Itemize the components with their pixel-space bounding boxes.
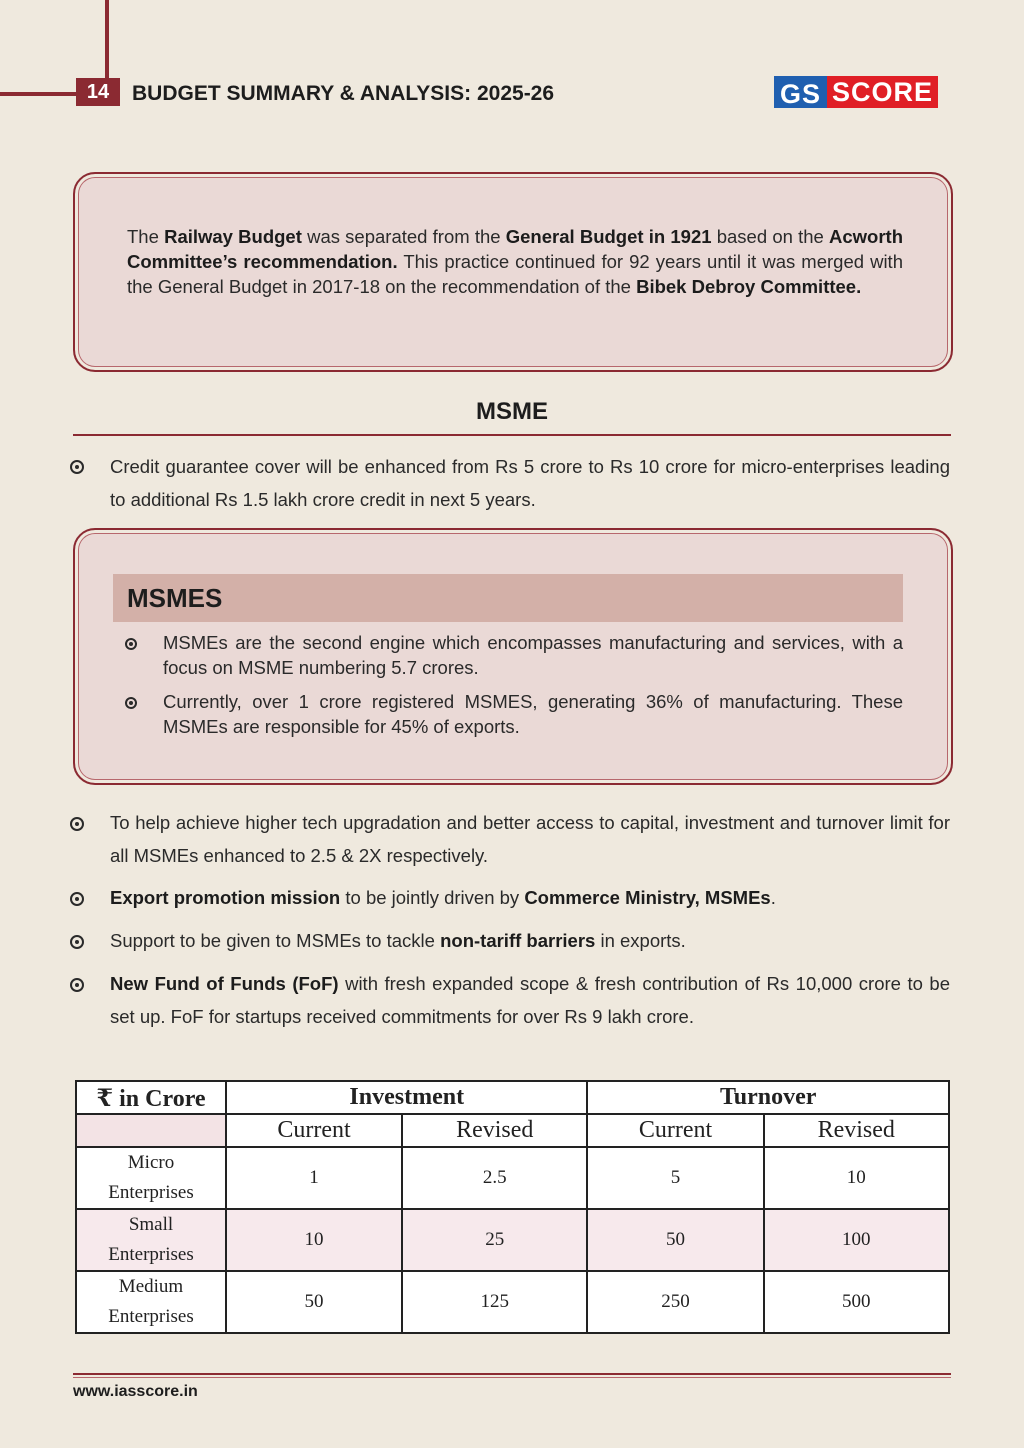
railway-budget-box: [73, 172, 953, 372]
bullet-icon: [70, 817, 84, 831]
bullet-non-tariff: Support to be given to MSMEs to tackle non-tariff barriers in exports.: [110, 930, 686, 951]
table-subheader: Revised: [764, 1114, 949, 1147]
table-cell: 50: [226, 1271, 402, 1333]
msmes-heading: MSMES: [113, 574, 903, 622]
msme-limits-table: [75, 1080, 950, 1334]
bullet-icon: [70, 935, 84, 949]
table-cell: 10: [764, 1147, 949, 1209]
section-title-msme: MSME: [476, 398, 548, 425]
page-header-title: BUDGET SUMMARY & ANALYSIS: 2025-26: [132, 82, 555, 105]
table-row: [76, 1271, 949, 1333]
table-cell: 125: [402, 1271, 587, 1333]
section-divider: [73, 434, 951, 436]
bullet-icon: [70, 460, 84, 474]
bullet-icon: [70, 892, 84, 906]
table-row-label: Medium Enterprises: [76, 1271, 226, 1333]
table-subheader: Revised: [402, 1114, 587, 1147]
table-header-turnover: Turnover: [587, 1081, 949, 1114]
table-row-label: Micro Enterprises: [76, 1147, 226, 1209]
table-corner-header: ₹ in Crore: [76, 1081, 226, 1114]
bullet-icon: [125, 697, 137, 709]
logo-gs: GS: [774, 76, 827, 108]
footer-divider: [73, 1373, 951, 1375]
gsscore-logo: [774, 76, 938, 108]
table-cell: 2.5: [402, 1147, 587, 1209]
table-subheader: Current: [587, 1114, 763, 1147]
table-cell: 25: [402, 1209, 587, 1271]
bullet-tech-upgradation: To help achieve higher tech upgradation and better access to capital, investment and turnover limit for all MSMEs enhanced to 2.5 & 2X respectively.: [110, 812, 950, 866]
railway-budget-text: The Railway Budget was separated from the General Budget in 1921 based on the Acworth Committee’s recommendation. This practice continued for 92 years until it was merged with the General Budget in 2017-18 on the recommendation of the Bibek Debroy Committee.: [127, 226, 903, 297]
table-cell: 500: [764, 1271, 949, 1333]
table-header-investment: Investment: [226, 1081, 587, 1114]
table-row: [76, 1147, 949, 1209]
table-subheader: Current: [226, 1114, 402, 1147]
table-cell: 100: [764, 1209, 949, 1271]
msmes-item-1: MSMEs are the second engine which encompasses manufacturing and services, with a focus on MSME numbering 5.7 crores.: [163, 632, 903, 678]
bullet-credit-guarantee: Credit guarantee cover will be enhanced from Rs 5 crore to Rs 10 crore for micro-enterprises leading to additional Rs 1.5 lakh crore credit in next 5 years.: [110, 456, 950, 510]
bullet-icon: [125, 638, 137, 650]
bullet-fund-of-funds: New Fund of Funds (FoF) with fresh expanded scope & fresh contribution of Rs 10,000 crore to be set up. FoF for startups received commitments for over Rs 9 lakh crore.: [110, 973, 950, 1027]
logo-score: SCORE: [827, 76, 938, 108]
msmes-item-2: Currently, over 1 crore registered MSMES, generating 36% of manufacturing. These MSMEs are responsible for 45% of exports.: [163, 691, 903, 737]
bullet-icon: [70, 978, 84, 992]
table-cell: 250: [587, 1271, 763, 1333]
footer-divider-thin: [73, 1377, 951, 1378]
table-row-label: Small Enterprises: [76, 1209, 226, 1271]
table-cell: 10: [226, 1209, 402, 1271]
footer-website: www.iasscore.in: [73, 1383, 198, 1400]
decorative-horizontal-line: [0, 92, 76, 96]
table-cell: 5: [587, 1147, 763, 1209]
page-number: 14: [76, 78, 120, 106]
table-row: [76, 1209, 949, 1271]
table-cell: 50: [587, 1209, 763, 1271]
bullet-export-promotion: Export promotion mission to be jointly driven by Commerce Ministry, MSMEs.: [110, 887, 776, 908]
table-subheader-empty: [76, 1114, 226, 1147]
table-cell: 1: [226, 1147, 402, 1209]
msmes-box: [73, 528, 953, 785]
